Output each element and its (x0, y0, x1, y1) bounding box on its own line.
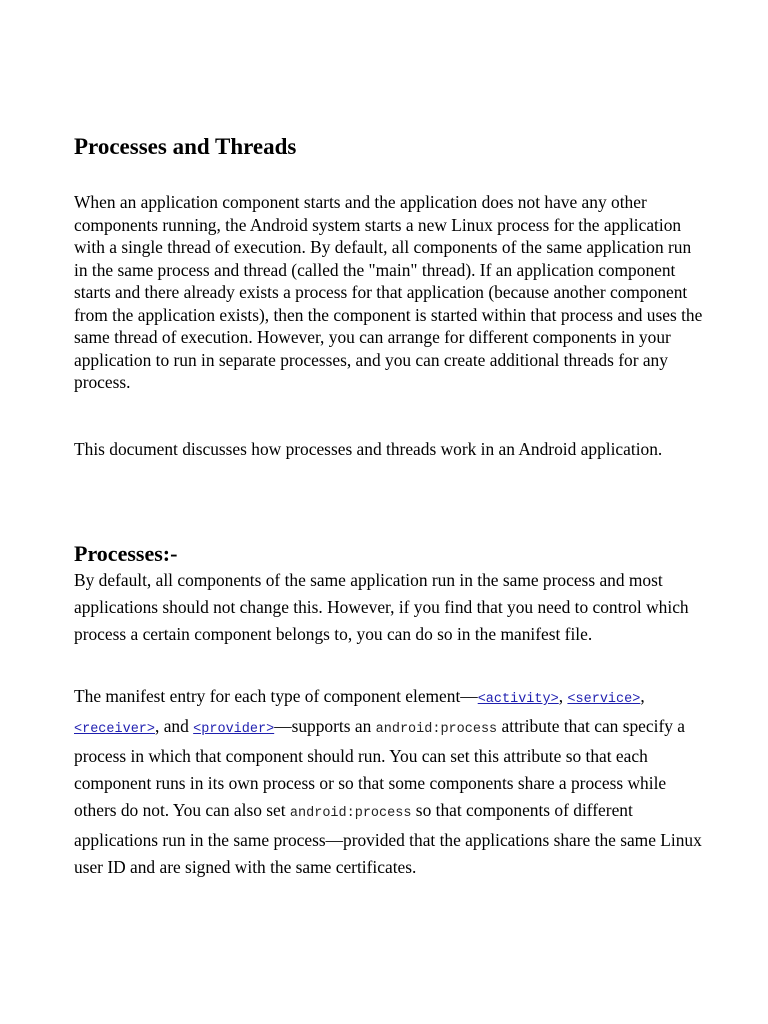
android-process-attribute: android:process (289, 806, 412, 821)
receiver-tag-link[interactable]: <receiver> (74, 722, 156, 737)
provider-tag-link[interactable]: <provider> (193, 722, 275, 737)
service-tag-link[interactable]: <service> (567, 692, 641, 707)
processes-heading: Processes:- (74, 541, 178, 566)
manifest-lead-text: The manifest entry for each type of component element— (74, 686, 478, 706)
activity-tag-link[interactable]: <activity> (477, 692, 559, 707)
separator-text: , (558, 686, 568, 706)
separator-text: , and (155, 716, 194, 736)
intro-paragraph: When an application component starts and the application does not have any other components running, the Android system starts a new Linux process for the application with a single thread of execution. By default, all components of the same application run in the same process and thread (called the "main" thread). If an application component starts and there already exists a process for that application (because another component from the application exists), then the component is started within that process and uses the same thread of execution. However, you can arrange for different components in your application to run in separate processes, and you can create additional threads for any process. (74, 192, 703, 392)
android-process-attribute: android:process (375, 722, 498, 737)
page-title: Processes and Threads (74, 134, 297, 159)
processes-paragraph-1: By default, all components of the same application run in the same process and most applications should not change this. However, if you find that you need to control which process a certain component belongs to, you can do so in the manifest file. (74, 570, 689, 644)
attribute-description-text: attribute that can specify a process in which that component should run. You can set this attribute so that each component runs in its own process or so that some components share a process while others do not. You can also set (74, 716, 686, 820)
closing-text: so that components of different applications run in the same process—provided that the applications share the same Linux user ID and are signed with the same certificates. (74, 800, 702, 877)
supports-text: —supports an (274, 716, 376, 736)
separator-text: , (640, 686, 645, 706)
processes-paragraph-2 (74, 683, 704, 881)
intro-paragraph-2: This document discusses how processes and threads work in an Android application. (74, 439, 663, 459)
